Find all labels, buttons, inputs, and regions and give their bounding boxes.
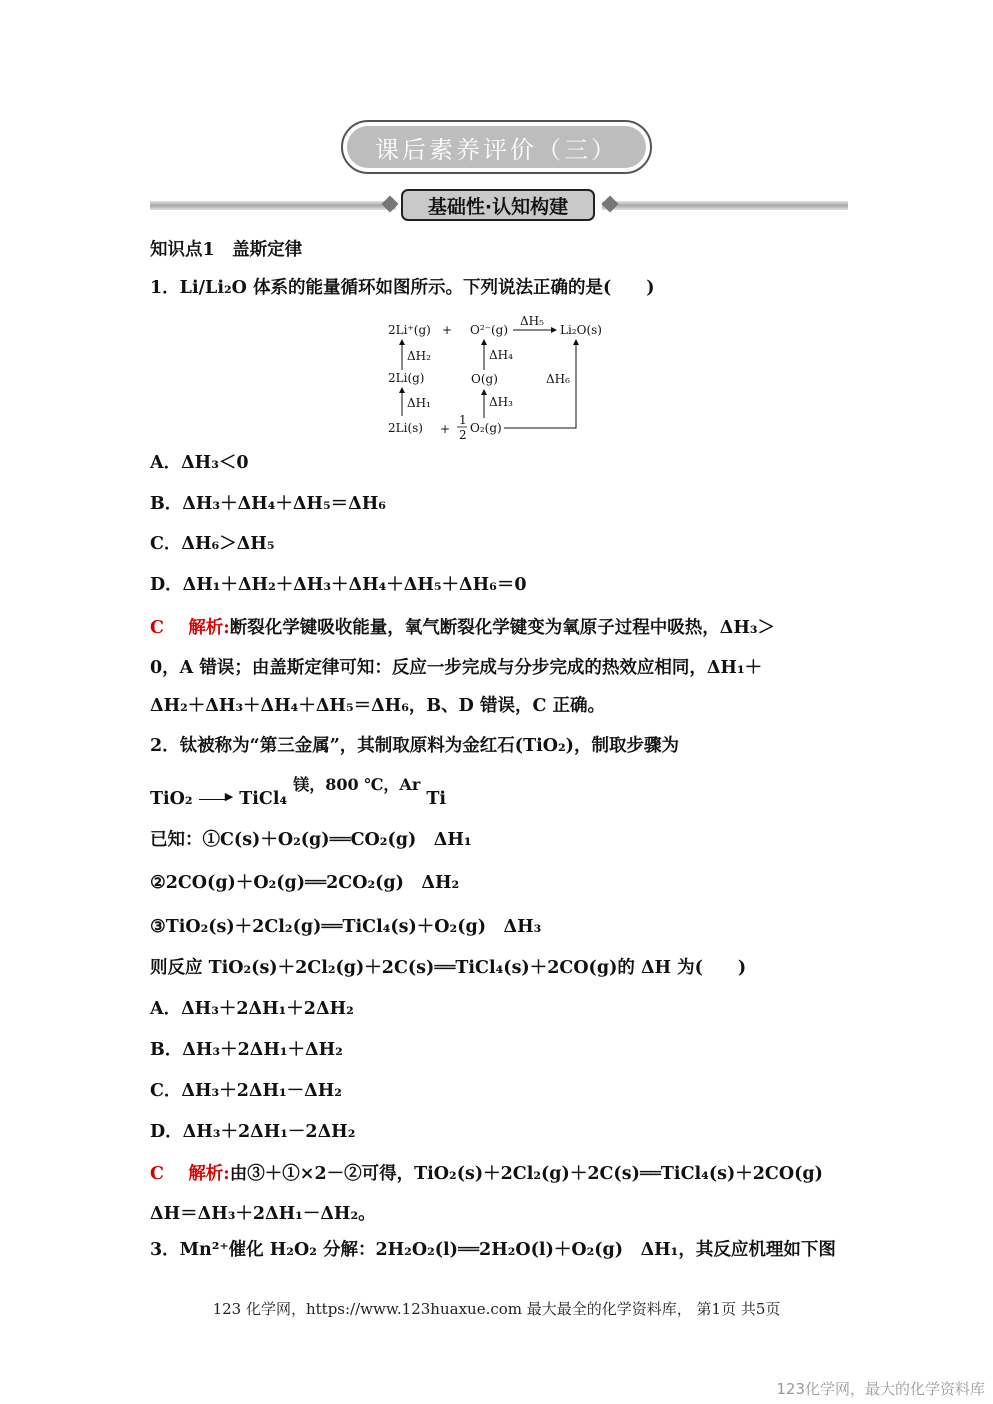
label-dh1: ΔH₁: [407, 396, 431, 410]
route-arrow-1-icon: [199, 799, 225, 800]
q1-option-d: D．ΔH₁＋ΔH₂＋ΔH₃＋ΔH₄＋ΔH₅＋ΔH₆＝0: [150, 575, 527, 595]
q2-route-condition: 镁，800 ℃，Ar: [293, 775, 421, 794]
label-li-ion: 2Li⁺(g): [388, 323, 431, 337]
q1-stem: 1．Li/Li₂O 体系的能量循环如图所示。下列说法正确的是( ): [150, 278, 655, 298]
q2-known-3: ③TiO₂(s)＋2Cl₂(g)══TiCl₄(s)＋O₂(g) ΔH₃: [150, 917, 542, 937]
q1-analysis-line-2: 0，A 错误；由盖斯定律可知：反应一步完成与分步完成的热效应相同，ΔH₁＋: [150, 658, 763, 678]
label-plus-bottom: +: [440, 422, 451, 436]
watermark: 123化学网，最大的化学资料库: [776, 1380, 985, 1398]
q2-stem: 2．钛被称为“第三金属”，其制取原料为金红石(TiO₂)，制取步骤为: [150, 736, 679, 756]
q2-analysis-text-1: 由③＋①×2－②可得，TiO₂(s)＋2Cl₂(g)＋2C(s)══TiCl₄(s)＋2CO(g): [229, 1164, 823, 1184]
label-dh4: ΔH₄: [489, 348, 513, 362]
label-dh2: ΔH₂: [407, 349, 431, 363]
q2-analysis-line-1: [150, 1162, 823, 1186]
q1-answer: C: [150, 618, 164, 638]
label-dh6: ΔH₆: [546, 372, 570, 386]
band-line-right: [602, 201, 848, 210]
q2-route-end: Ti: [426, 789, 447, 809]
q2-option-c: C．ΔH₃＋2ΔH₁－ΔH₂: [150, 1081, 342, 1101]
q1-option-a: A．ΔH₃＜0: [150, 453, 249, 473]
label-frac-num: 1: [459, 413, 467, 427]
q2-route-mid: TiCl₄: [239, 789, 288, 809]
q2-option-b: B．ΔH₃＋2ΔH₁＋ΔH₂: [150, 1040, 343, 1060]
label-o-gas: O(g): [471, 372, 498, 386]
q3-stem: 3．Mn²⁺催化 H₂O₂ 分解：2H₂O₂(l)══2H₂O(l)＋O₂(g) ΔH₁，其反应机理如下图: [150, 1240, 836, 1260]
label-o2: O₂(g): [470, 421, 502, 435]
q2-question: 则反应 TiO₂(s)＋2Cl₂(g)＋2C(s)══TiCl₄(s)＋2CO(g)的 ΔH 为( ): [150, 958, 747, 978]
label-plus-top: +: [442, 323, 453, 337]
label-li2o: Li₂O(s): [560, 323, 602, 337]
section-band-label: 基础性·认知构建: [401, 189, 595, 221]
page-title: 课后素养评价（三）: [347, 126, 646, 168]
q2-answer: C: [150, 1164, 164, 1184]
q1-option-c: C．ΔH₆＞ΔH₅: [150, 534, 275, 554]
q1-analysis-line-1: [150, 616, 775, 640]
q2-analysis-line-2: ΔH＝ΔH₃＋2ΔH₁－ΔH₂。: [150, 1204, 376, 1224]
q2-route-start: TiO₂: [150, 789, 193, 809]
q1-analysis-label: 解析:: [188, 618, 230, 638]
q2-option-d: D．ΔH₃＋2ΔH₁－2ΔH₂: [150, 1122, 356, 1142]
page-footer: 123 化学网，https://www.123huaxue.com 最大最全的化学资料库， 第1页 共5页: [212, 1300, 781, 1318]
label-dh3: ΔH₃: [489, 395, 513, 409]
q2-route: TiO₂ ▶ TiCl₄ 镁，800 ℃，Ar Ti: [150, 775, 447, 809]
q2-option-a: A．ΔH₃＋2ΔH₁＋2ΔH₂: [150, 999, 354, 1019]
label-li-solid: 2Li(s): [388, 421, 423, 435]
label-li-gas: 2Li(g): [388, 371, 425, 385]
label-frac-den: 2: [459, 428, 467, 442]
q1-analysis-text-1: 断裂化学键吸收能量，氧气断裂化学键变为氧原子过程中吸热，ΔH₃＞: [229, 618, 776, 638]
label-o-ion: O²⁻(g): [470, 323, 509, 337]
q2-analysis-label: 解析:: [188, 1164, 230, 1184]
q2-known-2: ②2CO(g)＋O₂(g)══2CO₂(g) ΔH₂: [150, 873, 460, 893]
energy-cycle-diagram: [380, 312, 620, 444]
q1-analysis-line-3: ΔH₂＋ΔH₃＋ΔH₄＋ΔH₅＝ΔH₆，B、D 错误，C 正确。: [150, 696, 605, 716]
knowledge-point-label: 知识点1 盖斯定律: [150, 240, 303, 260]
q1-option-b: B．ΔH₃＋ΔH₄＋ΔH₅＝ΔH₆: [150, 494, 386, 514]
band-line-left: [150, 201, 396, 210]
title-badge: [341, 120, 652, 174]
q2-known-1: 已知：①C(s)＋O₂(g)══CO₂(g) ΔH₁: [150, 830, 472, 850]
label-dh5: ΔH₅: [520, 314, 544, 328]
